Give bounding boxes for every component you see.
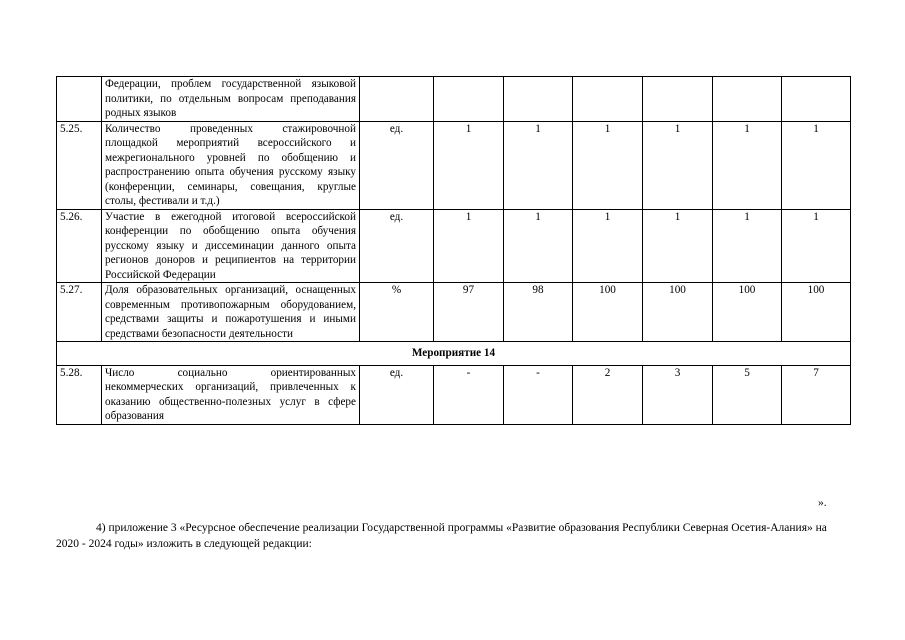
indicator-name: Число социально ориентированных некоммерческих организаций, привлеченных к оказанию общественно-полезных услуг в сфере образования — [102, 365, 360, 424]
year-value-cell — [782, 77, 851, 122]
unit-cell: ед. — [360, 209, 434, 283]
unit-cell: ед. — [360, 365, 434, 424]
table-row — [57, 365, 851, 424]
indicator-name: Доля образовательных организаций, оснащенных современным противопожарным оборудованием, средствами защиты и пожаротушения и иными средствами безопасности деятельности — [102, 283, 360, 342]
year-value-cell: 7 — [782, 365, 851, 424]
unit-cell: % — [360, 283, 434, 342]
year-value-cell: 1 — [782, 209, 851, 283]
year-value-cell: 1 — [643, 121, 713, 209]
table-row — [57, 121, 851, 209]
closing-quote: ». — [818, 497, 827, 509]
year-value-cell: 1 — [434, 209, 504, 283]
year-value-cell: 1 — [573, 209, 643, 283]
table-row — [57, 209, 851, 283]
year-value-cell: 1 — [713, 121, 782, 209]
year-value-cell — [434, 77, 504, 122]
table-body-top — [57, 77, 851, 342]
year-value-cell: 2 — [573, 365, 643, 424]
year-value-cell — [713, 77, 782, 122]
year-value-cell: 100 — [573, 283, 643, 342]
year-value-cell: 3 — [643, 365, 713, 424]
unit-cell: ед. — [360, 121, 434, 209]
row-number — [57, 77, 102, 122]
row-number: 5.27. — [57, 283, 102, 342]
year-value-cell: 100 — [782, 283, 851, 342]
year-value-cell — [573, 77, 643, 122]
year-value-cell: - — [434, 365, 504, 424]
table-row — [57, 77, 851, 122]
row-number: 5.25. — [57, 121, 102, 209]
year-value-cell: 1 — [504, 209, 573, 283]
year-value-cell: 5 — [713, 365, 782, 424]
indicator-name: Федерации, проблем государственной языковой политики, по отдельным вопросам преподавания родных языков — [102, 77, 360, 122]
amendment-text: 4) приложение 3 «Ресурсное обеспечение реализации Государственной программы «Развитие образования Республики Северная Осетия-Алания» на 2020 - 2024 годы» изложить в следующей редакции: — [56, 522, 827, 550]
unit-cell — [360, 77, 434, 122]
indicator-name: Количество проведенных стажировочной площадкой мероприятий всероссийского и межрегионального уровней по обобщению и распространению опыта обучения русскому языку (конференции, семинары, совещания, круглые столы, фестивали и т.д.) — [102, 121, 360, 209]
year-value-cell: - — [504, 365, 573, 424]
year-value-cell: 1 — [713, 209, 782, 283]
section-title: Мероприятие 14 — [57, 342, 851, 366]
year-value-cell: 98 — [504, 283, 573, 342]
row-number: 5.28. — [57, 365, 102, 424]
year-value-cell — [504, 77, 573, 122]
table-body-bottom — [57, 365, 851, 424]
year-value-cell — [643, 77, 713, 122]
section-row — [57, 342, 851, 366]
amendment-paragraph — [56, 520, 850, 552]
year-value-cell: 1 — [573, 121, 643, 209]
year-value-cell: 1 — [434, 121, 504, 209]
row-number: 5.26. — [57, 209, 102, 283]
indicator-name: Участие в ежегодной итоговой всероссийской конференции по обобщению опыта обучения русскому языку и диссеминации данного опыта регионов доноров и реципиентов на территории Российской Федерации — [102, 209, 360, 283]
year-value-cell: 100 — [713, 283, 782, 342]
indicators-table — [56, 76, 851, 425]
table-row — [57, 283, 851, 342]
year-value-cell: 1 — [782, 121, 851, 209]
year-value-cell: 1 — [504, 121, 573, 209]
year-value-cell: 100 — [643, 283, 713, 342]
year-value-cell: 97 — [434, 283, 504, 342]
year-value-cell: 1 — [643, 209, 713, 283]
